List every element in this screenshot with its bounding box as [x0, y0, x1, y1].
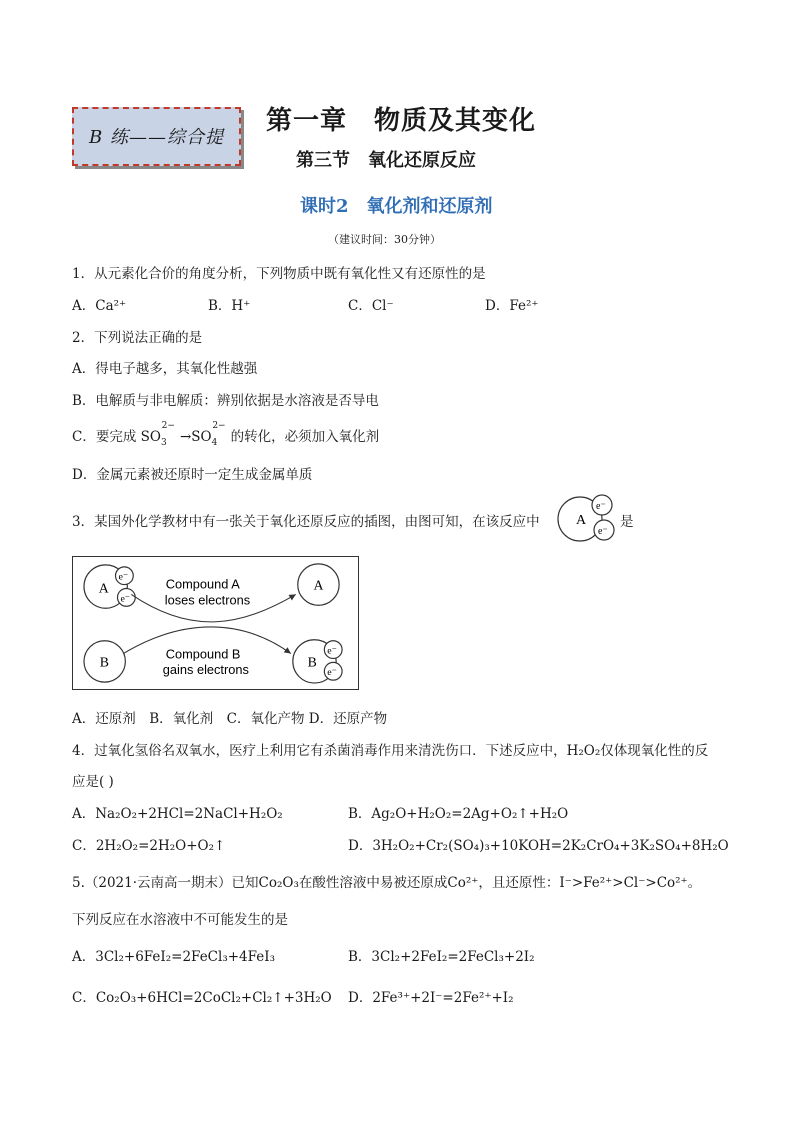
q1-option-b: B．H⁺	[208, 298, 251, 314]
q1-option-d: D．Fe²⁺	[485, 298, 539, 314]
q4-stem-line1: 4．过氧化氢俗名双氧水，医疗上利用它有杀菌消毒作用来清洗伤口．下述反应中，H₂O₂仅体现氧化性的反	[72, 743, 709, 759]
label-compound-b: Compound B	[165, 646, 241, 662]
q2-c-text-2: →SO	[179, 429, 212, 445]
inline-atom-label: A	[576, 513, 587, 528]
electron-transfer-diagram	[72, 556, 359, 690]
q4-option-b: B．Ag₂O+H₂O₂=2Ag+O₂↑+H₂O	[348, 806, 569, 822]
q2-option-b: B．电解质与非电解质：辨别依据是水溶液是否导电	[72, 393, 379, 409]
lesson-title: 课时2 氧化剂和还原剂	[300, 196, 493, 217]
inline-atom-figure	[556, 492, 618, 544]
q5-option-d: D．2Fe³⁺+2I⁻=2Fe²⁺+I₂	[348, 990, 514, 1006]
sulfite-ion-charge: $_3^{2-}$	[160, 420, 175, 448]
electron-b-2: e⁻	[327, 667, 337, 679]
electron-a-2: e⁻	[120, 593, 131, 605]
section-badge	[72, 107, 241, 166]
atom-a-end-label: A	[313, 577, 324, 593]
q3-stem: 3．某国外化学教材中有一张关于氧化还原反应的插图，由图可知，在该反应中	[72, 514, 540, 530]
section-title: 第三节 氧化还原反应	[296, 150, 476, 171]
badge-label: B 练——综合提	[89, 127, 224, 148]
inline-electron-1: e⁻	[596, 501, 606, 512]
suggested-time: （建议时间：30分钟）	[328, 233, 441, 246]
q5-option-a: A．3Cl₂+6FeI₂=2FeCl₃+4FeI₃	[72, 949, 276, 965]
label-gains-electrons: gains electrons	[162, 662, 249, 678]
chapter-title: 第一章 物质及其变化	[266, 106, 537, 136]
electron-b-1: e⁻	[327, 645, 337, 657]
q4-option-d: D．3H₂O₂+Cr₂(SO₄)₃+10KOH=2K₂CrO₄+3K₂SO₄+8H₂O	[348, 838, 729, 854]
q2-option-d: D．金属元素被还原时一定生成金属单质	[72, 467, 313, 483]
q4-option-a: A．Na₂O₂+2HCl=2NaCl+H₂O₂	[72, 806, 283, 822]
q2-stem: 2．下列说法正确的是	[72, 330, 203, 346]
atom-a-start-label: A	[98, 580, 109, 596]
q3-options: A．还原剂 B．氧化剂 C．氧化产物 D．还原产物	[72, 711, 388, 727]
q4-stem-line2: 应是( )	[72, 774, 114, 790]
electron-a-1: e⁻	[118, 571, 129, 583]
q2-c-text-3: 的转化，必须加入氧化剂	[230, 429, 380, 445]
label-loses-electrons: loses electrons	[164, 592, 251, 608]
q1-option-a: A．Ca²⁺	[72, 298, 127, 314]
q5-option-b: B．3Cl₂+2FeI₂=2FeCl₃+2I₂	[348, 949, 535, 965]
sulfate-ion-charge: $_4^{2-}$	[211, 420, 226, 448]
q2-option-c	[72, 420, 380, 448]
q2-c-text-1: C．要完成 SO	[72, 429, 161, 445]
q1-stem: 1．从元素化合价的角度分析，下列物质中既有氧化性又有还原性的是	[72, 266, 486, 282]
q2-option-a: A．得电子越多，其氧化性越强	[72, 361, 258, 377]
q5-option-c: C．Co₂O₃+6HCl=2CoCl₂+Cl₂↑+3H₂O	[72, 990, 332, 1006]
q1-option-c: C．Cl⁻	[348, 298, 394, 314]
q3-stem-tail: 是	[620, 514, 634, 530]
label-compound-a: Compound A	[165, 576, 240, 592]
atom-b-start-label: B	[99, 654, 109, 670]
q4-option-c: C．2H₂O₂=2H₂O+O₂↑	[72, 838, 226, 854]
q5-stem-line1: 5.（2021·云南高一期末）已知Co₂O₃在酸性溶液中易被还原成Co²⁺，且还原性：I⁻>Fe²⁺>Cl⁻>Co²⁺。	[72, 875, 702, 891]
q5-stem-line2: 下列反应在水溶液中不可能发生的是	[72, 912, 288, 928]
inline-electron-2: e⁻	[598, 526, 608, 537]
atom-b-end-label: B	[307, 654, 317, 670]
